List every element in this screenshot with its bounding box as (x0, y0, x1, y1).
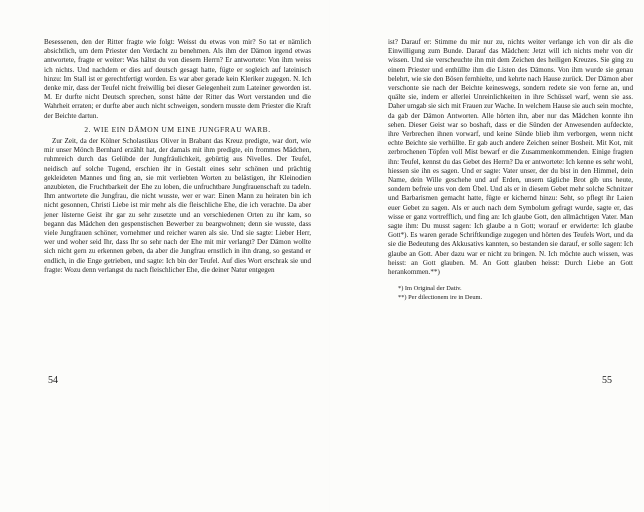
left-paragraph-1: Besessenen, den der Ritter fragte wie folgt: Weisst du etwas von mir? So tat er nämlich absichtlich, um dem Priester den Verdacht zu benehmen. Als ihm der Dämon irgend etwas antwortete, fragte er weiter: Was hältst du von diesem Herrn? Er antwortete: Von ihm weiss ich nichts. Und nachdem er dies auf deutsch gesagt hatte, fügte er sogleich auf lateinisch hinzu: Im Stall ist er gerechtfertigt worden. Es war aber gerade kein Kleriker zugegen. N. Ich denke mir, dass der Teufel nicht freiwillig bei dieser Gelegenheit zum Lateiner geworden ist. M. Er durfte nicht Deutsch sprechen, sonst hätte der Ritter das Wort verstanden und die Wahrheit erraten; er durfte aber auch nicht schweigen, sondern musste dem Priester die Kraft der Beichte dartun. (44, 38, 311, 120)
left-page-text (44, 38, 311, 275)
chapter-heading: 2. WIE EIN DÄMON UM EINE JUNGFRAU WARB. (84, 124, 271, 134)
footnote-1: *) Im Original der Dativ. (398, 285, 462, 293)
right-page-text (388, 38, 633, 302)
page-number-left: 54 (48, 375, 58, 386)
footnotes (388, 285, 633, 302)
footnote-2: **) Per dilectionem ire in Deum. (398, 293, 483, 301)
right-page (330, 0, 644, 512)
right-paragraph-1: ist? Darauf er: Stimme du mir nur zu, nichts weiter verlange ich von dir als die Einwilligung zum Bunde. Darauf das Mädchen: Jetzt will ich nichts mehr von dir wissen. Und sie verscheuchte ihn mit dem Zeichen des heiligen Kreuzes. Sie ging zu einem Priester und enthüllte ihm die Listen des Dämons. Von ihm wurde sie genau belehrt, wie sie den Bösen fernhielte, und kehrte nach Hause zurück. Der Dämon aber verschonte sie nach der Beichte keineswegs, sondern redete sie von ferne an, und quälte sie, indem er allerlei Unreinlichkeiten in ihre Schüssel warf, wenn sie ass. Daher umgab sie sich mit Frauen zur Wache. In welchem Hause sie auch sein mochte, da gab der Dämon Antworten. Alle hörten ihn, aber nur das Mädchen konnte ihn sehen. Dieser Geist war so boshaft, dass er die Sünden der Anwesenden aufdeckte, ihre Verbrechen ihnen vorwarf, und keine Sünde blieb ihm verborgen, wenn nicht echte Beichte sie verhüllte. Er gab auch andere Zeichen seiner Bosheit. Mit Kot, mit zerbrochenen Töpfen voll Mist bewarf er die Zusammenkommenden. Einige fragten ihn: Teufel, kennst du das Gebet des Herrn? Da er antwortete: Ich kenne es sehr wohl, hiessen sie ihn es sagen. Und er sagte: Vater unser, der du bist in den Himmel, dein Name, dein Wille geschehe und auf Erden, unsern tägliche Brot gib uns heute, sondern befreie uns von dem Übel. Und als er in diesem Gebet mehr solche Schnitzer und Barbarismen gemacht hatte, fügte er kichernd hinzu: Seht, so pflegt ihr Laien euer Gebet zu sagen. Als er auch nach dem Symbolum gefragt wurde, sagte er, das wisse er ganz vortrefflich, und fing an: Ich glaube Gott, den allmächtigen Vater. Man sagte ihm: Du musst sagen: Ich glaube a n Gott; worauf er erwiderte: Ich glaube Gott*). Es waren gerade Schriftkundige zugegen und hörten des Teufels Wort, und da sie die Bedeutung des Akkusativs kannten, so bestanden sie darauf, er solle sagen: Ich glaube an Gott. Aber dazu war er nicht zu bringen. N. Ich möchte auch wissen, was heisst: an Gott glauben. M. An Gott glauben heisst: Durch Liebe an Gott herankommen.**) (388, 38, 633, 277)
left-paragraph-2: Zur Zeit, da der Kölner Scholastikus Oliver in Brabant das Kreuz predigte, war dort, wie mir unser Mönch Bernhard erzählt hat, der damals mit ihm predigte, ein frommes Mädchen, ruhmreich durch das Gelübde der Jungfräulichkeit, gebürtig aus Nivelles. Der Teufel, neidisch auf solche Tugend, erschien ihr in Gestalt eines sehr schönen und prächtig gekleideten Mannes und fing an, sie mit verliebten Worten zu belästigen, ihr Kleinodien anzubieten, die Fruchtbarkeit der Ehe zu loben, die unfruchtbare Jungfrauenschaft zu tadeln. Ihm antwortete die Jungfrau, die nicht wusste, wer er war: Einen Mann zu heiraten bin ich nicht gesonnen, Christi Liebe ist mir mehr als die fleischliche Ehe, die ich verachte. Da aber jener lüsterne Geist ihr gar zu sehr zusetzte und an verschiedenen Orten zu ihr kam, so begann das Mädchen den gespenstischen Bewerber zu beargwohnen; denn sie wusste, dass viele Jungfrauen schöner, vornehmer und reicher waren als sie. Und sie sagte: Lieber Herr, wer und woher seid Ihr, dass Ihr so sehr nach der Ehe mit mir verlangt? Der Dämon wollte sich nicht gern zu erkennen geben, da aber die Jungfrau ernstlich in ihn drang, so gestand er endlich, in die Enge getrieben, und sagte: Ich bin der Teufel. Auf dies Wort erschrak sie und fragte: Wozu denn verlangst du nach fleischlicher Ehe, die deiner Natur entgegen (44, 137, 311, 274)
page-number-right: 55 (602, 375, 612, 386)
